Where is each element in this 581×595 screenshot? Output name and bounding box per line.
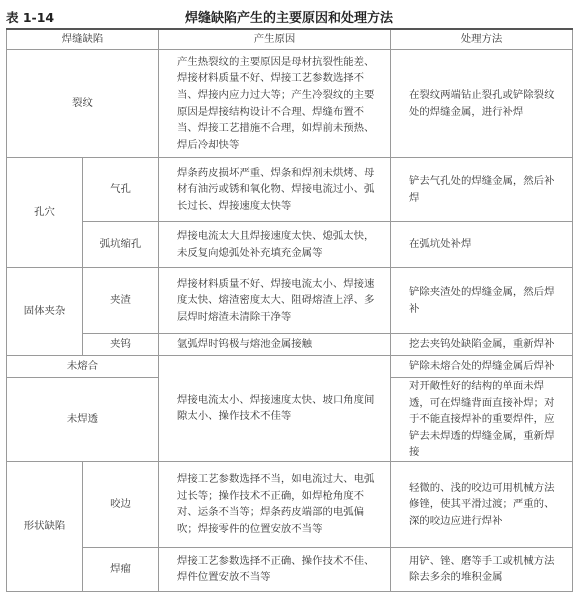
method-cell: 用铲、锉、磨等手工或机械方法除去多余的堆积金属 — [391, 547, 573, 591]
table-row — [7, 547, 573, 591]
defect-inclusion: 固体夹杂 — [7, 268, 83, 356]
subtype-cell: 气孔 — [83, 158, 159, 222]
subtype-cell: 夹渣 — [83, 268, 159, 334]
header-cause: 产生原因 — [159, 29, 391, 50]
cause-cell: 焊条药皮损坏严重、焊条和焊剂未烘烤、母材有油污或锈和氧化物、焊接电流过小、弧长过长、焊接速度太快等 — [159, 158, 391, 222]
method-cell: 铲去气孔处的焊缝金属，然后补焊 — [391, 158, 573, 222]
cause-cell: 产生热裂纹的主要原因是母材抗裂性能差、焊接材料质量不好、焊接工艺参数选择不当、焊接内应力过大等；产生冷裂纹的主要原因是焊接结构设计不合理、焊缝布置不当、焊接工艺措施不合理，如焊前未预热、焊后冷却快等 — [159, 50, 391, 158]
header-defect: 焊缝缺陷 — [7, 29, 159, 50]
method-cell: 轻微的、浅的咬边可用机械方法修锉，使其平滑过渡；严重的、深的咬边应进行焊补 — [391, 461, 573, 547]
method-cell: 挖去夹钨处缺陷金属，重新焊补 — [391, 334, 573, 356]
table-caption — [6, 6, 572, 26]
cause-cell: 焊接材料质量不好、焊接电流太小、焊接速度太快、熔渣密度太大、阻碍熔渣上浮、多层焊时熔渣未清除干净等 — [159, 268, 391, 334]
table-title: 焊缝缺陷产生的主要原因和处理方法 — [184, 11, 393, 26]
table-row — [7, 50, 573, 158]
subtype-cell: 咬边 — [83, 461, 159, 547]
defect-table — [6, 28, 573, 592]
cause-cell: 焊接工艺参数选择不当，如电流过大、电弧过长等；操作技术不正确，如焊枪角度不对、运条不当等；焊条药皮端部的电弧偏吹；焊接零件的位置安放不当等 — [159, 461, 391, 547]
header-method: 处理方法 — [391, 29, 573, 50]
cause-cell: 氩弧焊时钨极与熔池金属接触 — [159, 334, 391, 356]
cause-cell: 焊接电流太大且焊接速度太快、熄弧太快，未反复向熄弧处补充填充金属等 — [159, 222, 391, 268]
cause-cell: 焊接电流太小、焊接速度太快、坡口角度间隙太小、操作技术不佳等 — [159, 356, 391, 462]
defect-crack: 裂纹 — [7, 50, 159, 158]
table-row — [7, 461, 573, 547]
header-row — [7, 29, 573, 50]
cause-cell: 焊接工艺参数选择不正确、操作技术不佳、焊件位置安放不当等 — [159, 547, 391, 591]
table-row — [7, 158, 573, 222]
method-cell: 在裂纹两端钻止裂孔或铲除裂纹处的焊缝金属，进行补焊 — [391, 50, 573, 158]
defect-shape: 形状缺陷 — [7, 461, 83, 591]
table-number: 表 1-14 — [6, 10, 55, 25]
method-cell: 铲除未熔合处的焊缝金属后焊补 — [391, 356, 573, 378]
table-row — [7, 222, 573, 268]
defect-cavity: 孔穴 — [7, 158, 83, 268]
method-cell: 对开敞性好的结构的单面未焊透，可在焊缝背面直接补焊；对于不能直接焊补的重要焊件，应铲去未焊透的焊缝金属，重新焊接 — [391, 378, 573, 462]
subtype-cell: 夹钨 — [83, 334, 159, 356]
defect-incomplete-penetration: 未焊透 — [7, 378, 159, 462]
method-cell: 在弧坑处补焊 — [391, 222, 573, 268]
subtype-cell: 弧坑缩孔 — [83, 222, 159, 268]
method-cell: 铲除夹渣处的焊缝金属，然后焊补 — [391, 268, 573, 334]
table-row — [7, 268, 573, 334]
table-row — [7, 356, 573, 378]
defect-lack-of-fusion: 未熔合 — [7, 356, 159, 378]
table-row — [7, 334, 573, 356]
subtype-cell: 焊瘤 — [83, 547, 159, 591]
